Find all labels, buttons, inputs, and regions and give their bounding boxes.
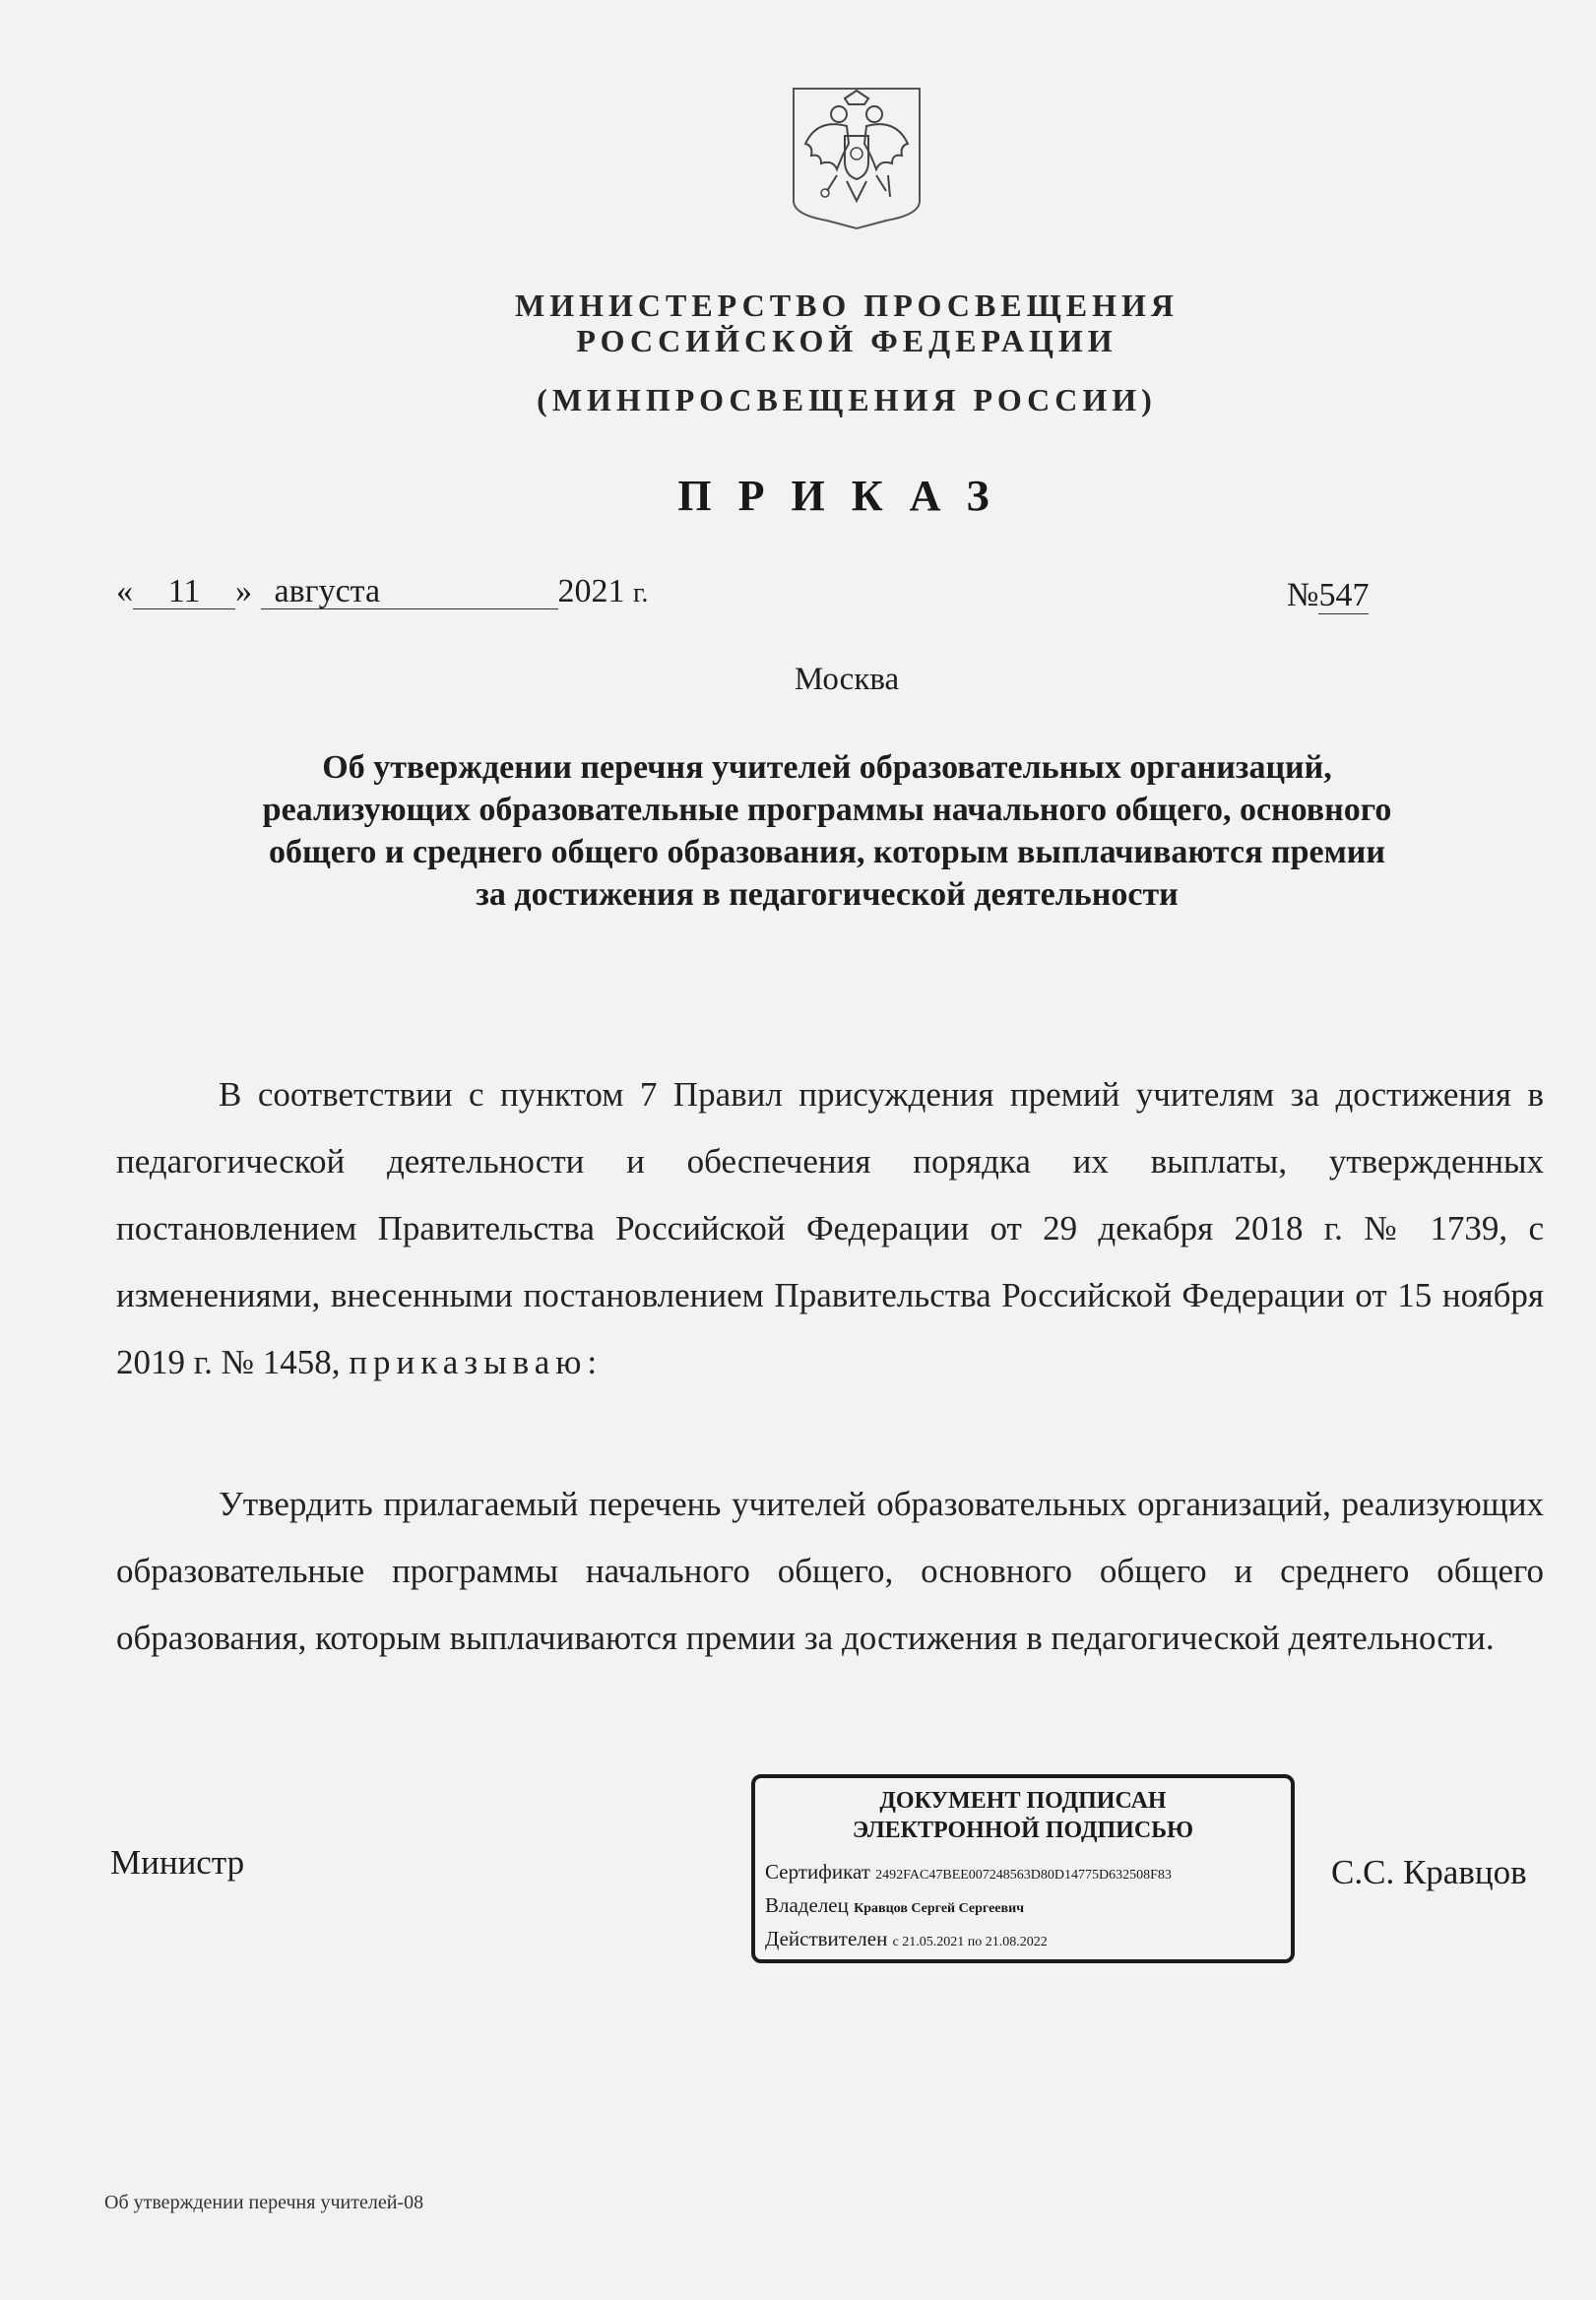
date-year-suffix: г. [633, 578, 649, 608]
electronic-signature-stamp [751, 1774, 1295, 1963]
signatory-name: С.С. Кравцов [1331, 1853, 1527, 1891]
heading-line1: Об утверждении перечня учителей образовательных организаций, [322, 749, 1332, 786]
order-number [1287, 577, 1382, 614]
paragraph1-order-word: приказываю: [349, 1343, 604, 1381]
heading-line3: общего и среднего общего образования, которым выплачиваются премии [269, 834, 1385, 870]
heading-line2: реализующих образовательные программы начального общего, основного [262, 792, 1392, 828]
number-value: 547 [1318, 577, 1370, 613]
stamp-validity [765, 1924, 1291, 1957]
stamp-title-line2: ЭЛЕКТРОННОЙ ПОДПИСЬЮ [852, 1818, 1194, 1843]
stamp-owner [765, 1890, 1291, 1924]
valid-value: с 21.05.2021 по 21.08.2022 [892, 1935, 1048, 1949]
document-title: ПРИКАЗ [677, 472, 1016, 520]
stamp-title-line1: ДОКУМЕНТ ПОДПИСАН [879, 1788, 1167, 1814]
paragraph1-text: В соответствии с пунктом 7 Правил присуждения премий учителям за достижения в педагогической деятельности и обеспечения порядка их выплаты, утвержденных постановлением Правительства Российской Федерации от 29 декабря 2018 г. № 1739, с изменениями, внесенными постановлением Правительства Российской Федерации от 15 ноября 2019 г. № 1458, [116, 1075, 1544, 1381]
date-month: августа [261, 575, 558, 609]
ministry-short-name: (МИНПРОСВЕЩЕНИЯ РОССИИ) [537, 382, 1157, 417]
body-paragraph-1 [116, 1061, 1544, 1396]
owner-value: Кравцов Сергей Сергеевич [854, 1901, 1025, 1916]
date-year: 2021 [557, 573, 625, 609]
russian-coat-of-arms-icon [788, 85, 926, 230]
date-day: 11 [133, 575, 235, 609]
ministry-name-line1: МИНИСТЕРСТВО ПРОСВЕЩЕНИЯ [515, 288, 1179, 323]
stamp-certificate [765, 1857, 1291, 1890]
footer-filename: Об утверждении перечня учителей-08 [104, 2192, 424, 2213]
certificate-value: 2492FAC47BEE007248563D80D14775D632508F83 [875, 1868, 1172, 1883]
order-date [116, 573, 648, 610]
owner-label: Владелец [765, 1893, 849, 1917]
order-heading [148, 746, 1506, 916]
date-close-quote: » [235, 573, 252, 609]
signatory-position: Министр [110, 1843, 245, 1882]
date-open-quote: « [116, 573, 133, 609]
number-prefix: № [1287, 577, 1319, 613]
certificate-label: Сертификат [765, 1860, 870, 1884]
valid-label: Действителен [765, 1927, 888, 1950]
ministry-name-line2: РОССИЙСКОЙ ФЕДЕРАЦИИ [576, 323, 1117, 358]
body-paragraph-2: Утвердить прилагаемый перечень учителей образовательных организаций, реализующих образовательные программы начального общего, основного общего и среднего общего образования, которым выплачиваются премии за достижения в педагогической деятельности. [116, 1485, 1544, 1657]
city: Москва [794, 662, 900, 697]
heading-line4: за достижения в педагогической деятельности [476, 876, 1179, 913]
